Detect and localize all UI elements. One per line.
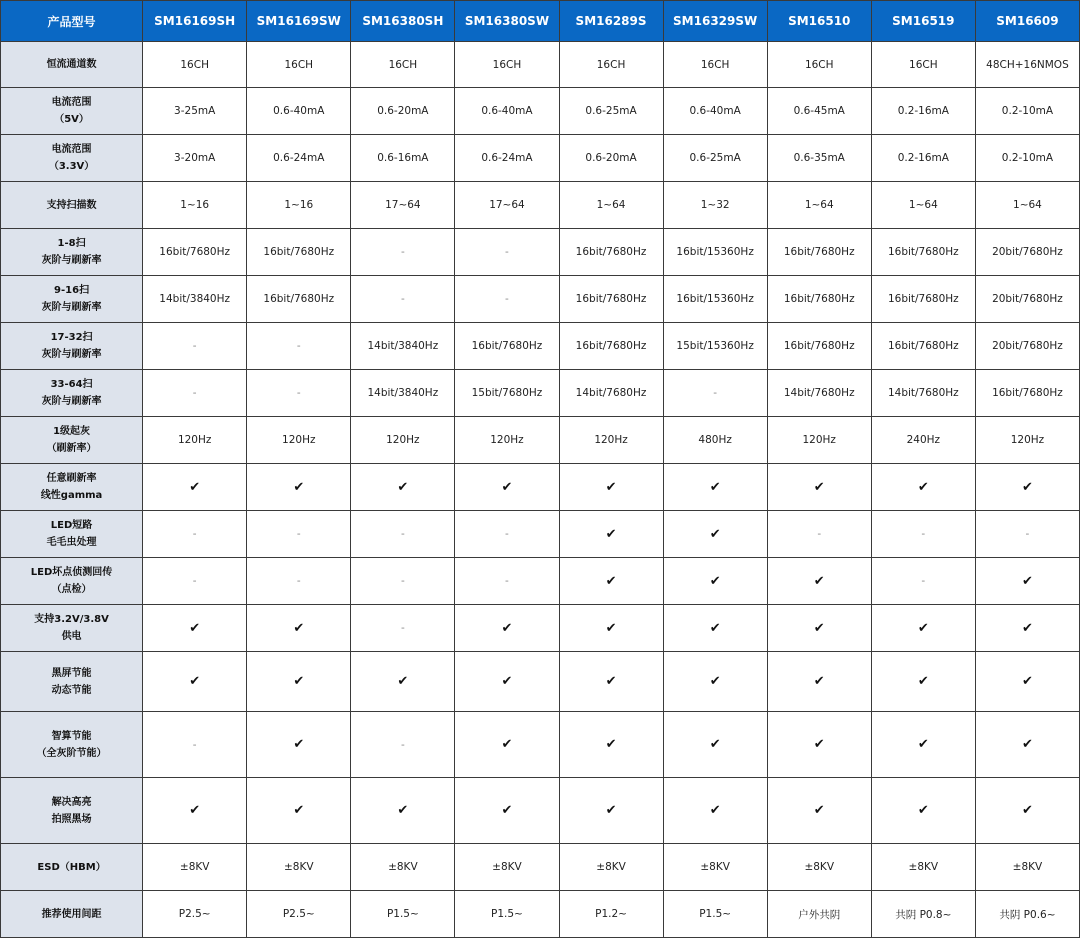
table-cell: 120Hz	[559, 417, 663, 464]
table-cell: 3-25mA	[143, 88, 247, 135]
row-header-line: 推荐使用间距	[41, 908, 102, 920]
row-header	[1, 417, 143, 464]
table-cell: 120Hz	[455, 417, 559, 464]
table-cell: ✔	[767, 464, 871, 511]
table-cell: ✔	[871, 605, 975, 652]
table-cell: 17~64	[455, 182, 559, 229]
table-cell: 16CH	[351, 42, 455, 88]
table-cell: 16bit/7680Hz	[559, 323, 663, 370]
row-header-line: 解决高亮	[51, 796, 92, 808]
table-cell: ✔	[663, 464, 767, 511]
row-header-line: 智算节能	[51, 730, 92, 742]
table-cell: 20bit/7680Hz	[975, 229, 1079, 276]
table-cell: 0.2-16mA	[871, 88, 975, 135]
table-cell: 共阴 P0.8~	[871, 891, 975, 938]
row-header	[1, 464, 143, 511]
table-cell: ±8KV	[767, 844, 871, 891]
table-cell: 1~16	[143, 182, 247, 229]
table-cell: ±8KV	[247, 844, 351, 891]
table-cell: 14bit/7680Hz	[871, 370, 975, 417]
table-cell: 14bit/7680Hz	[767, 370, 871, 417]
row-header	[1, 323, 143, 370]
row-header	[1, 182, 143, 229]
table-cell: 14bit/3840Hz	[351, 370, 455, 417]
table-cell: 1~64	[767, 182, 871, 229]
table-cell: 1~64	[559, 182, 663, 229]
row-header-line: （刷新率）	[46, 443, 97, 454]
table-row	[1, 88, 1080, 135]
row-header	[1, 135, 143, 182]
table-cell: 16bit/7680Hz	[247, 276, 351, 323]
table-cell: -	[455, 558, 559, 605]
row-header-line: LED短路	[50, 520, 93, 531]
column-header: SM16519	[871, 1, 975, 42]
table-cell: 16bit/7680Hz	[767, 323, 871, 370]
table-row	[1, 844, 1080, 891]
table-cell: 0.2-10mA	[975, 135, 1079, 182]
table-row	[1, 323, 1080, 370]
table-cell: 14bit/7680Hz	[559, 370, 663, 417]
table-cell: 20bit/7680Hz	[975, 323, 1079, 370]
row-header-line: 灰阶与刷新率	[41, 349, 102, 360]
table-cell: ✔	[871, 464, 975, 511]
table-cell: ✔	[975, 778, 1079, 844]
table-cell: ✔	[247, 605, 351, 652]
table-cell: -	[143, 370, 247, 417]
row-header	[1, 712, 143, 778]
row-header-line: 供电	[61, 631, 82, 642]
table-cell: ✔	[455, 605, 559, 652]
table-row	[1, 778, 1080, 844]
row-header-line: （5V）	[54, 114, 89, 125]
table-cell: 120Hz	[767, 417, 871, 464]
table-cell: ✔	[663, 712, 767, 778]
table-cell: ✔	[455, 464, 559, 511]
table-cell: ✔	[247, 778, 351, 844]
header-row	[1, 1, 1080, 42]
table-cell: 0.6-24mA	[247, 135, 351, 182]
table-cell: 120Hz	[247, 417, 351, 464]
table-cell: ✔	[663, 558, 767, 605]
table-cell: 1~64	[975, 182, 1079, 229]
table-row	[1, 511, 1080, 558]
table-row	[1, 370, 1080, 417]
row-header-line: 支持扫描数	[46, 199, 97, 211]
row-header	[1, 778, 143, 844]
table-cell: 120Hz	[975, 417, 1079, 464]
table-cell: -	[143, 558, 247, 605]
table-cell: ✔	[143, 652, 247, 712]
table-row	[1, 417, 1080, 464]
table-cell: ✔	[351, 464, 455, 511]
table-cell: ✔	[559, 778, 663, 844]
table-cell: ✔	[247, 712, 351, 778]
table-cell: 15bit/15360Hz	[663, 323, 767, 370]
table-cell: 0.6-20mA	[559, 135, 663, 182]
table-cell: -	[247, 511, 351, 558]
row-header-line: 灰阶与刷新率	[41, 255, 102, 266]
table-cell: 16CH	[559, 42, 663, 88]
row-header-line: 动态节能	[51, 684, 92, 696]
table-row	[1, 182, 1080, 229]
row-header	[1, 891, 143, 938]
table-cell: 16CH	[455, 42, 559, 88]
row-header-line: 支持3.2V/3.8V	[34, 614, 109, 625]
row-header	[1, 370, 143, 417]
table-cell: -	[975, 511, 1079, 558]
table-cell: -	[143, 511, 247, 558]
table-cell: 16bit/7680Hz	[143, 229, 247, 276]
row-header-line: 电流范围	[51, 97, 92, 108]
table-cell: 16bit/15360Hz	[663, 229, 767, 276]
table-cell: 240Hz	[871, 417, 975, 464]
row-header-line: LED坏点侦测回传	[30, 567, 113, 578]
table-cell: ±8KV	[559, 844, 663, 891]
table-cell: ✔	[767, 778, 871, 844]
row-header-line: （3.3V）	[48, 161, 95, 172]
table-cell: 14bit/3840Hz	[351, 323, 455, 370]
row-header	[1, 276, 143, 323]
table-cell: 1~16	[247, 182, 351, 229]
table-cell: 0.6-45mA	[767, 88, 871, 135]
table-cell: 16bit/7680Hz	[767, 229, 871, 276]
corner-header: 产品型号	[1, 1, 143, 42]
row-header-line: （全灰阶节能）	[36, 747, 107, 759]
table-cell: -	[455, 511, 559, 558]
table-row	[1, 229, 1080, 276]
table-cell: P1.5~	[455, 891, 559, 938]
table-cell: 户外共阴	[767, 891, 871, 938]
column-header: SM16329SW	[663, 1, 767, 42]
column-header: SM16289S	[559, 1, 663, 42]
table-cell: 0.2-16mA	[871, 135, 975, 182]
table-cell: -	[767, 511, 871, 558]
table-cell: ✔	[559, 558, 663, 605]
table-cell: ✔	[663, 778, 767, 844]
table-cell: ✔	[663, 605, 767, 652]
row-header-line: 1-8扫	[57, 238, 86, 249]
table-cell: ✔	[767, 605, 871, 652]
table-cell: ✔	[351, 778, 455, 844]
table-cell: 16CH	[871, 42, 975, 88]
row-header-line: ESD（HBM）	[37, 861, 106, 873]
table-cell: ✔	[871, 778, 975, 844]
table-cell: -	[351, 605, 455, 652]
row-header	[1, 558, 143, 605]
table-cell: ±8KV	[351, 844, 455, 891]
table-cell: ✔	[663, 652, 767, 712]
table-cell: ✔	[351, 652, 455, 712]
table-cell: ±8KV	[663, 844, 767, 891]
table-cell: 3-20mA	[143, 135, 247, 182]
table-cell: ✔	[559, 652, 663, 712]
table-cell: P2.5~	[247, 891, 351, 938]
column-header: SM16169SH	[143, 1, 247, 42]
table-cell: -	[247, 323, 351, 370]
table-cell: -	[247, 558, 351, 605]
table-cell: ✔	[767, 558, 871, 605]
table-cell: 16CH	[247, 42, 351, 88]
table-cell: ✔	[247, 652, 351, 712]
table-row	[1, 605, 1080, 652]
table-cell: ✔	[767, 712, 871, 778]
table-cell: -	[351, 511, 455, 558]
table-cell: 16bit/7680Hz	[975, 370, 1079, 417]
column-header: SM16380SH	[351, 1, 455, 42]
table-cell: -	[247, 370, 351, 417]
table-cell: 16bit/7680Hz	[767, 276, 871, 323]
table-cell: 0.6-35mA	[767, 135, 871, 182]
table-cell: 20bit/7680Hz	[975, 276, 1079, 323]
table-cell: -	[663, 370, 767, 417]
table-cell: ±8KV	[975, 844, 1079, 891]
row-header-line: 33-64扫	[50, 379, 93, 390]
table-cell: ±8KV	[455, 844, 559, 891]
table-cell: ✔	[559, 511, 663, 558]
row-header	[1, 844, 143, 891]
table-cell: ✔	[455, 778, 559, 844]
column-header: SM16169SW	[247, 1, 351, 42]
table-cell: ✔	[559, 605, 663, 652]
table-cell: -	[351, 558, 455, 605]
table-cell: ✔	[767, 652, 871, 712]
table-cell: -	[351, 276, 455, 323]
table-cell: -	[351, 712, 455, 778]
table-cell: ✔	[975, 712, 1079, 778]
table-cell: ✔	[559, 712, 663, 778]
table-cell: -	[455, 276, 559, 323]
table-cell: P1.5~	[663, 891, 767, 938]
table-cell: 0.6-40mA	[663, 88, 767, 135]
row-header-line: 毛毛虫处理	[46, 537, 97, 548]
table-cell: ✔	[663, 511, 767, 558]
table-cell: 1~64	[871, 182, 975, 229]
table-cell: 16bit/7680Hz	[871, 276, 975, 323]
table-header	[1, 1, 1080, 42]
table-cell: 16CH	[143, 42, 247, 88]
table-cell: 16CH	[663, 42, 767, 88]
table-cell: 16bit/15360Hz	[663, 276, 767, 323]
table-cell: -	[871, 511, 975, 558]
table-cell: ✔	[975, 605, 1079, 652]
table-cell: 16CH	[767, 42, 871, 88]
row-header-line: 灰阶与刷新率	[41, 302, 102, 313]
table-body	[1, 42, 1080, 938]
table-cell: ✔	[143, 778, 247, 844]
row-header-line: 9-16扫	[54, 285, 90, 296]
table-cell: ✔	[559, 464, 663, 511]
table-cell: 480Hz	[663, 417, 767, 464]
row-header	[1, 229, 143, 276]
table-cell: 14bit/3840Hz	[143, 276, 247, 323]
table-cell: ✔	[455, 652, 559, 712]
row-header-line: （点检）	[51, 584, 92, 595]
table-cell: ✔	[143, 464, 247, 511]
table-row	[1, 558, 1080, 605]
table-cell: ✔	[247, 464, 351, 511]
table-cell: 17~64	[351, 182, 455, 229]
table-cell: 0.6-25mA	[663, 135, 767, 182]
row-header-line: 任意刷新率	[46, 473, 97, 484]
row-header	[1, 88, 143, 135]
table-cell: ±8KV	[143, 844, 247, 891]
table-cell: 共阴 P0.6~	[975, 891, 1079, 938]
row-header-line: 拍照黑场	[51, 813, 92, 825]
row-header-line: 线性gamma	[40, 490, 103, 501]
table-cell: 0.6-24mA	[455, 135, 559, 182]
table-cell: 16bit/7680Hz	[559, 276, 663, 323]
table-cell: 120Hz	[143, 417, 247, 464]
column-header: SM16510	[767, 1, 871, 42]
table-cell: 16bit/7680Hz	[559, 229, 663, 276]
row-header-line: 17-32扫	[50, 332, 93, 343]
row-header-line: 1级起灰	[53, 426, 91, 437]
row-header-line: 恒流通道数	[46, 59, 97, 70]
table-cell: ✔	[975, 652, 1079, 712]
table-row	[1, 42, 1080, 88]
table-row	[1, 712, 1080, 778]
table-cell: ✔	[871, 652, 975, 712]
table-cell: P2.5~	[143, 891, 247, 938]
table-cell: 16bit/7680Hz	[871, 323, 975, 370]
table-cell: -	[143, 323, 247, 370]
table-cell: 0.6-40mA	[247, 88, 351, 135]
table-cell: 0.6-40mA	[455, 88, 559, 135]
table-cell: -	[871, 558, 975, 605]
column-header: SM16609	[975, 1, 1079, 42]
row-header-line: 黑屏节能	[51, 667, 92, 679]
row-header-line: 灰阶与刷新率	[41, 396, 102, 407]
table-cell: ✔	[455, 712, 559, 778]
table-cell: 16bit/7680Hz	[871, 229, 975, 276]
table-cell: 0.6-20mA	[351, 88, 455, 135]
table-cell: -	[143, 712, 247, 778]
column-header: SM16380SW	[455, 1, 559, 42]
row-header	[1, 652, 143, 712]
table-cell: 16bit/7680Hz	[247, 229, 351, 276]
table-cell: 120Hz	[351, 417, 455, 464]
table-cell: ±8KV	[871, 844, 975, 891]
table-cell: 15bit/7680Hz	[455, 370, 559, 417]
table-cell: -	[455, 229, 559, 276]
table-row	[1, 276, 1080, 323]
table-cell: 0.6-16mA	[351, 135, 455, 182]
table-cell: 0.6-25mA	[559, 88, 663, 135]
table-cell: 16bit/7680Hz	[455, 323, 559, 370]
table-row	[1, 135, 1080, 182]
table-row	[1, 464, 1080, 511]
table-cell: ✔	[871, 712, 975, 778]
table-row	[1, 891, 1080, 938]
row-header	[1, 42, 143, 88]
row-header	[1, 605, 143, 652]
table-cell: 0.2-10mA	[975, 88, 1079, 135]
row-header	[1, 511, 143, 558]
row-header-line: 电流范围	[51, 144, 92, 155]
table-cell: ✔	[143, 605, 247, 652]
table-row	[1, 652, 1080, 712]
table-cell: -	[351, 229, 455, 276]
table-cell: P1.5~	[351, 891, 455, 938]
table-cell: 48CH+16NMOS	[975, 42, 1079, 88]
table-cell: ✔	[975, 558, 1079, 605]
table-cell: P1.2~	[559, 891, 663, 938]
table-cell: 1~32	[663, 182, 767, 229]
table-cell: ✔	[975, 464, 1079, 511]
